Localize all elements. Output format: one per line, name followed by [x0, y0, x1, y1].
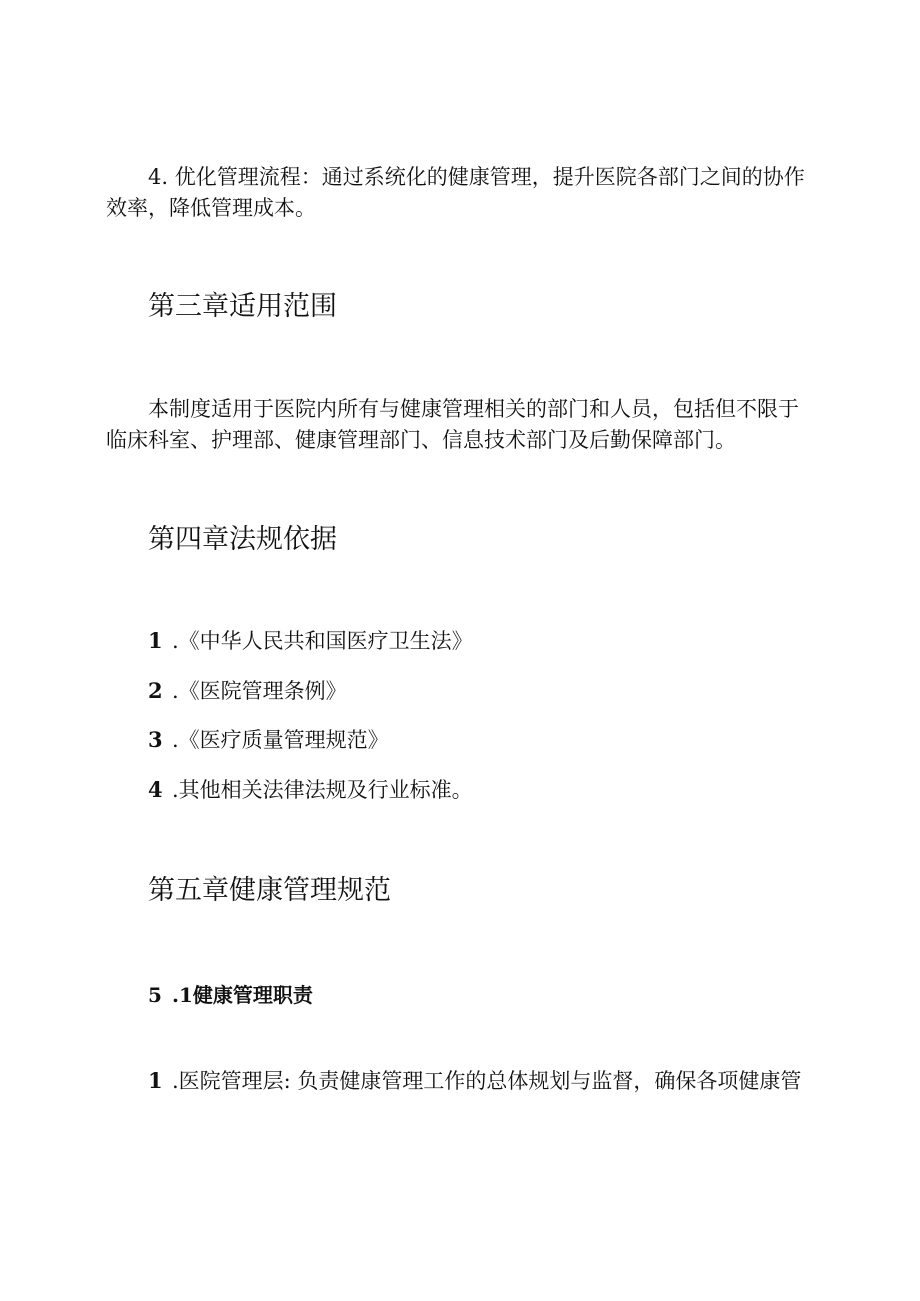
regulation-item-3	[148, 725, 389, 755]
section-5-1-title	[148, 980, 313, 1010]
responsibility-item-1	[148, 1066, 801, 1096]
list-text: .医院管理层: 负责健康管理工作的总体规划与监督，确保各项健康管	[172, 1069, 802, 1093]
chapter-3-title: 第三章适用范围	[148, 291, 337, 322]
list-text: .《医院管理条例》	[172, 679, 347, 703]
list-number: 4	[148, 777, 163, 802]
objective-item-4: 4. 优化管理流程：通过系统化的健康管理，提升医院各部门之间的协作效率，降低管理成本。	[106, 165, 805, 220]
regulation-item-2	[148, 676, 347, 706]
list-number: 1	[148, 1068, 163, 1093]
list-text: .其他相关法律法规及行业标准。	[172, 778, 473, 802]
regulation-item-4	[148, 775, 473, 805]
section-text: .1健康管理职责	[172, 983, 313, 1007]
chapter-5-title: 第五章健康管理规范	[148, 875, 391, 906]
chapter-3-body: 本制度适用于医院内所有与健康管理相关的部门和人员，包括但不限于临床科室、护理部、健康管理部门、信息技术部门及后勤保障部门。	[106, 397, 799, 452]
list-number: 2	[148, 678, 163, 703]
chapter-4-title: 第四章法规依据	[148, 524, 337, 555]
list-text: .《医疗质量管理规范》	[172, 728, 389, 752]
list-number: 1	[148, 628, 163, 653]
list-number: 3	[148, 727, 163, 752]
list-text: .《中华人民共和国医疗卫生法》	[172, 629, 473, 653]
section-number: 5	[148, 983, 162, 1007]
regulation-item-1	[148, 626, 473, 656]
